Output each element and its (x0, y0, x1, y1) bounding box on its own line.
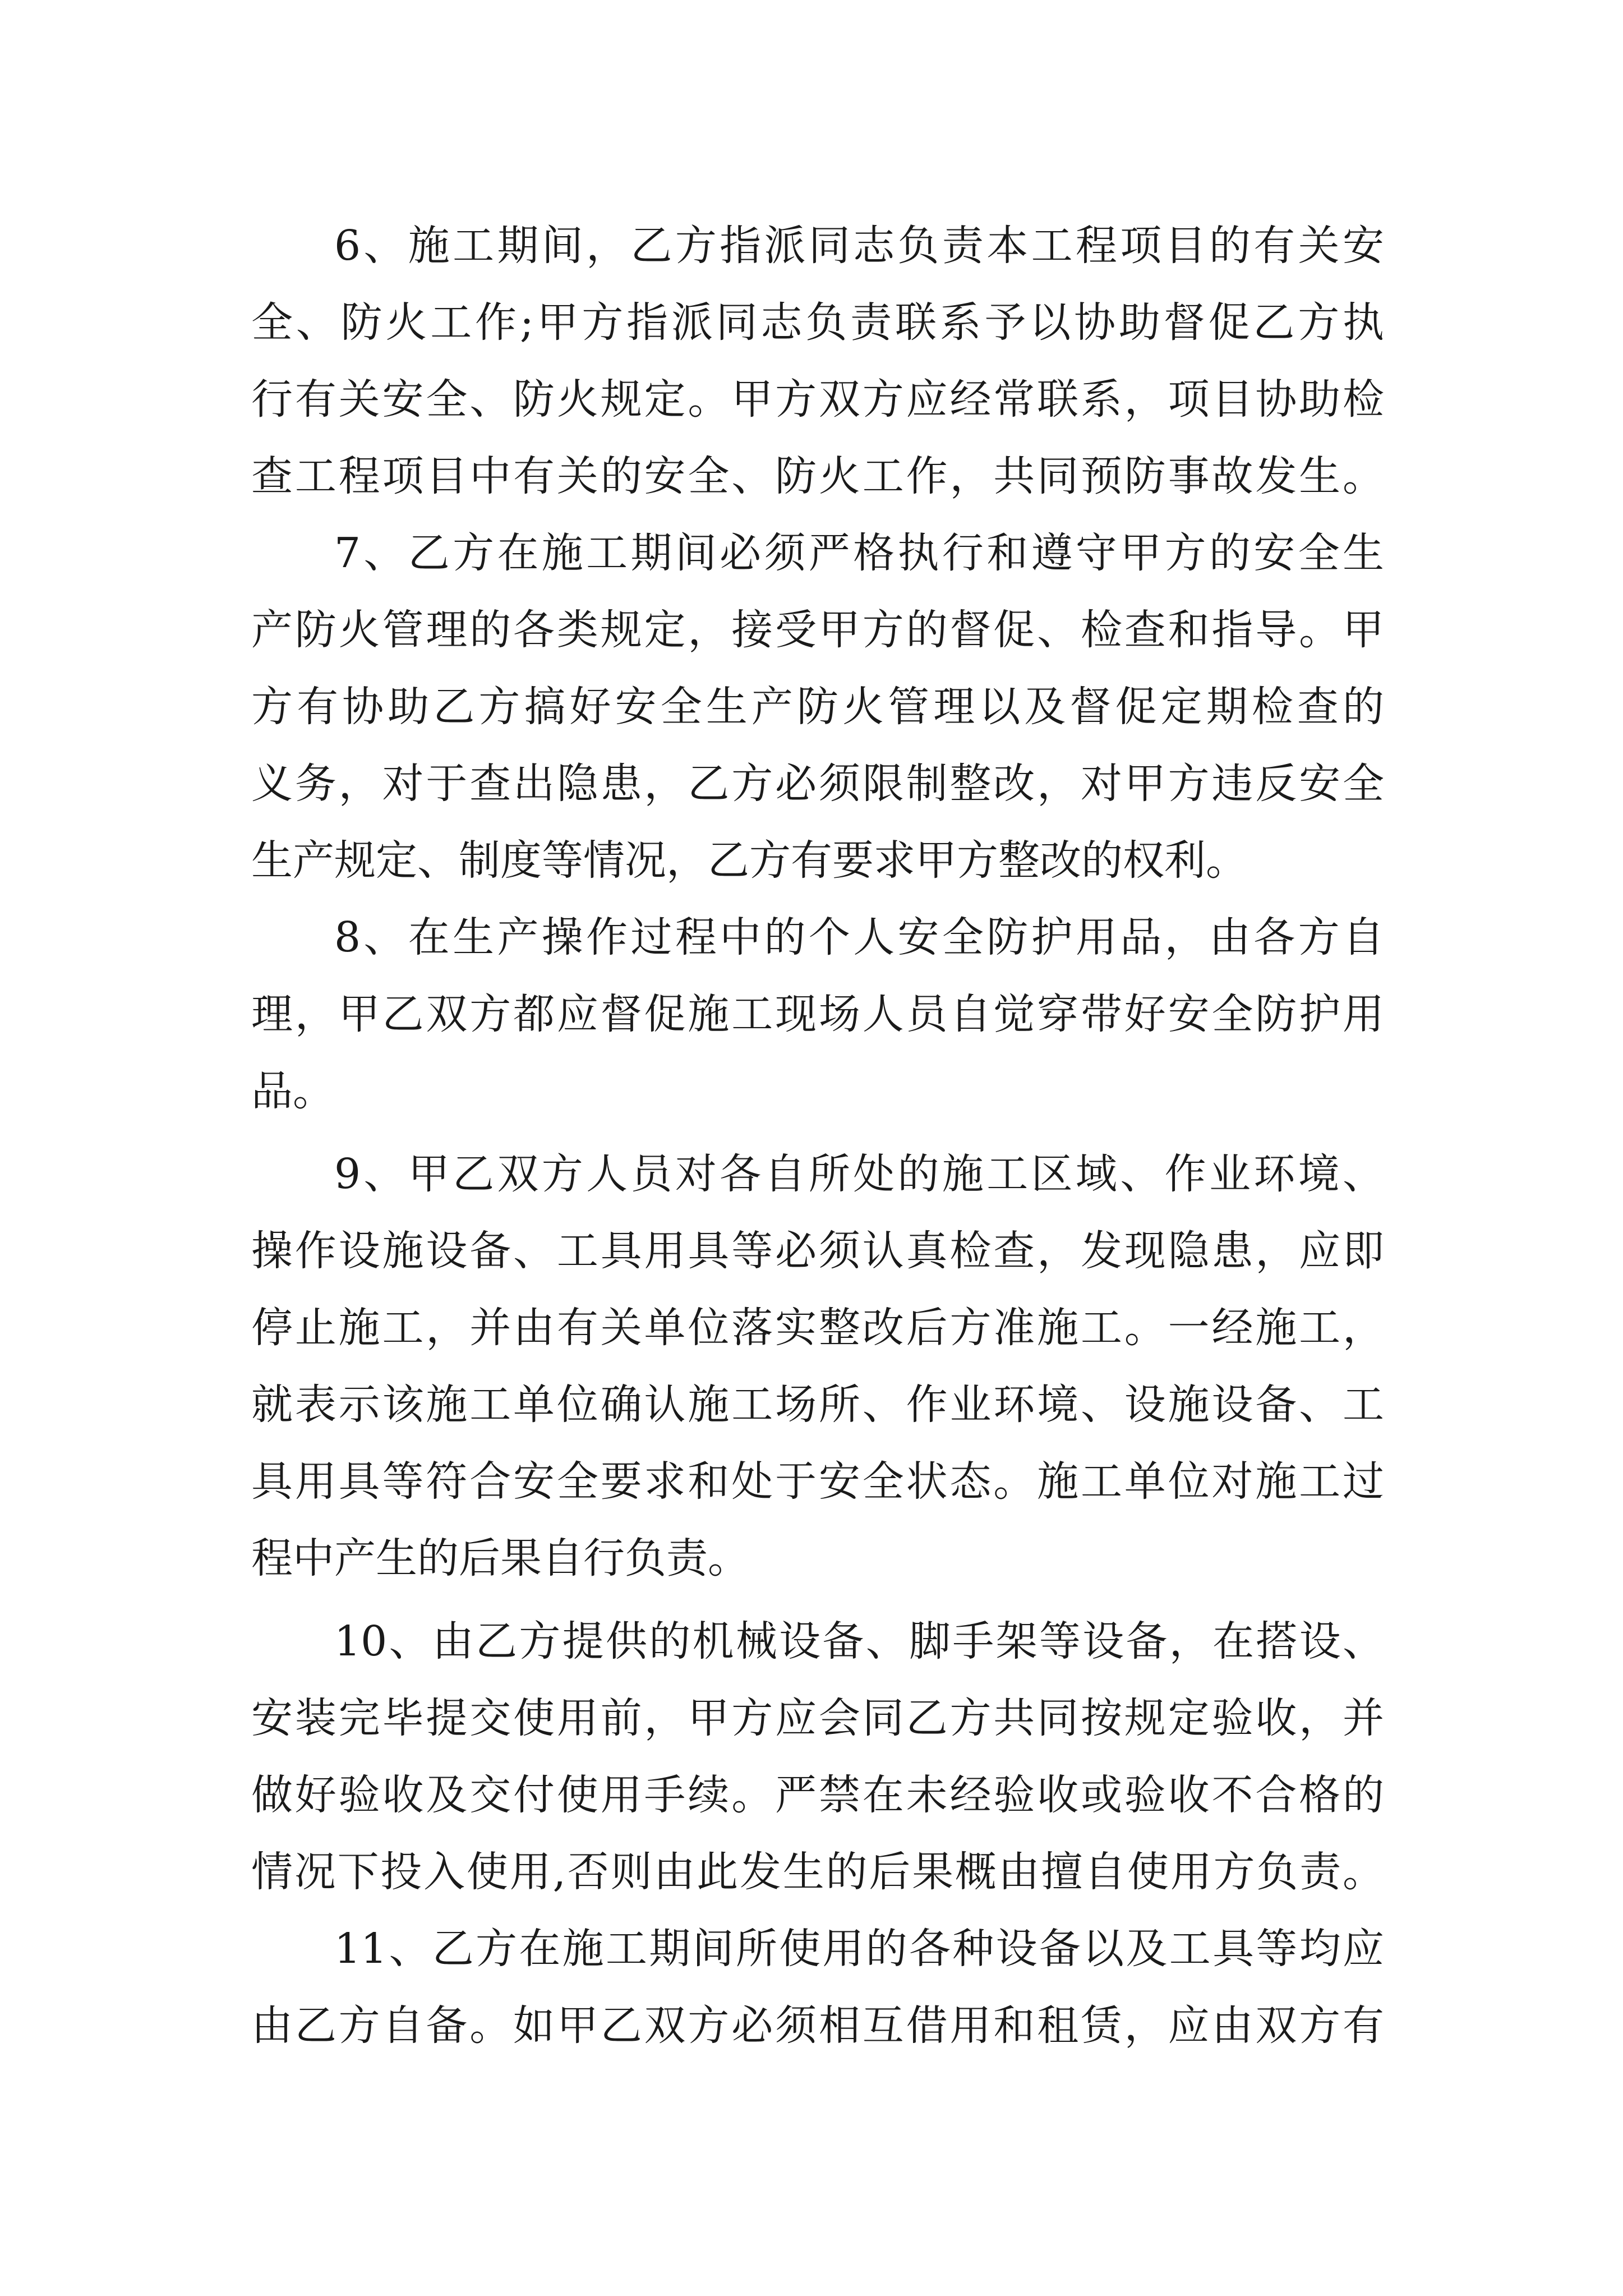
text-line: 理，甲乙双方都应督促施工现场人员自觉穿带好安全防护用 (251, 990, 1384, 1038)
text-line: 就表示该施工单位确认施工场所、作业环境、设施设备、工 (251, 1381, 1384, 1429)
document-body (251, 208, 1384, 2064)
text-line: 做好验收及交付使用手续。严禁在未经验收或验收不合格的 (251, 1771, 1384, 1819)
text-line: 查工程项目中有关的安全、防火工作，共同预防事故发生。 (251, 452, 1384, 500)
text-line: 产防火管理的各类规定，接受甲方的督促、检查和指导。甲 (251, 606, 1384, 654)
text-line: 情况下投入使用,否则由此发生的后果概由擅自使用方负责。 (251, 1848, 1384, 1896)
text-line: 全、防火工作;甲方指派同志负责联系予以协助督促乙方执 (251, 298, 1384, 347)
text-line: 操作设施设备、工具用具等必须认真检查，发现隐患，应即 (251, 1227, 1384, 1275)
text-line: 8、在生产操作过程中的个人安全防护用品，由各方自 (334, 913, 1384, 961)
text-line: 11、乙方在施工期间所使用的各种设备以及工具等均应 (334, 1925, 1384, 1973)
paragraph-clause-9 (251, 1136, 1384, 1597)
text-line: 6、施工期间，乙方指派同志负责本工程项目的有关安 (334, 222, 1384, 270)
text-line: 程中产生的后果自行负责。 (251, 1534, 749, 1582)
text-line: 方有协助乙方搞好安全生产防火管理以及督促定期检查的 (251, 683, 1384, 731)
text-line: 9、甲乙双方人员对各自所处的施工区域、作业环境、 (334, 1150, 1384, 1198)
text-line: 由乙方自备。如甲乙双方必须相互借用和租赁，应由双方有 (251, 2001, 1384, 2050)
text-line: 义务，对于查出隐患，乙方必须限制整改，对甲方违反安全 (251, 760, 1384, 808)
text-line: 具用具等符合安全要求和处于安全状态。施工单位对施工过 (251, 1457, 1384, 1506)
paragraph-clause-11 (251, 1911, 1384, 2064)
paragraph-clause-8 (251, 899, 1384, 1130)
text-line: 安装完毕提交使用前，甲方应会同乙方共同按规定验收，并 (251, 1694, 1384, 1742)
text-line: 生产规定、制度等情况，乙方有要求甲方整改的权利。 (251, 836, 1247, 885)
text-line: 行有关安全、防火规定。甲方双方应经常联系，项目协助检 (251, 375, 1384, 424)
text-line: 10、由乙方提供的机械设备、脚手架等设备，在搭设、 (334, 1617, 1384, 1665)
paragraph-clause-6 (251, 208, 1384, 515)
text-line: 7、乙方在施工期间必须严格执行和遵守甲方的安全生 (334, 529, 1384, 577)
text-line: 品。 (251, 1067, 334, 1115)
paragraph-clause-7 (251, 515, 1384, 899)
text-line: 停止施工，并由有关单位落实整改后方准施工。一经施工， (251, 1304, 1384, 1352)
paragraph-clause-10 (251, 1603, 1384, 1911)
